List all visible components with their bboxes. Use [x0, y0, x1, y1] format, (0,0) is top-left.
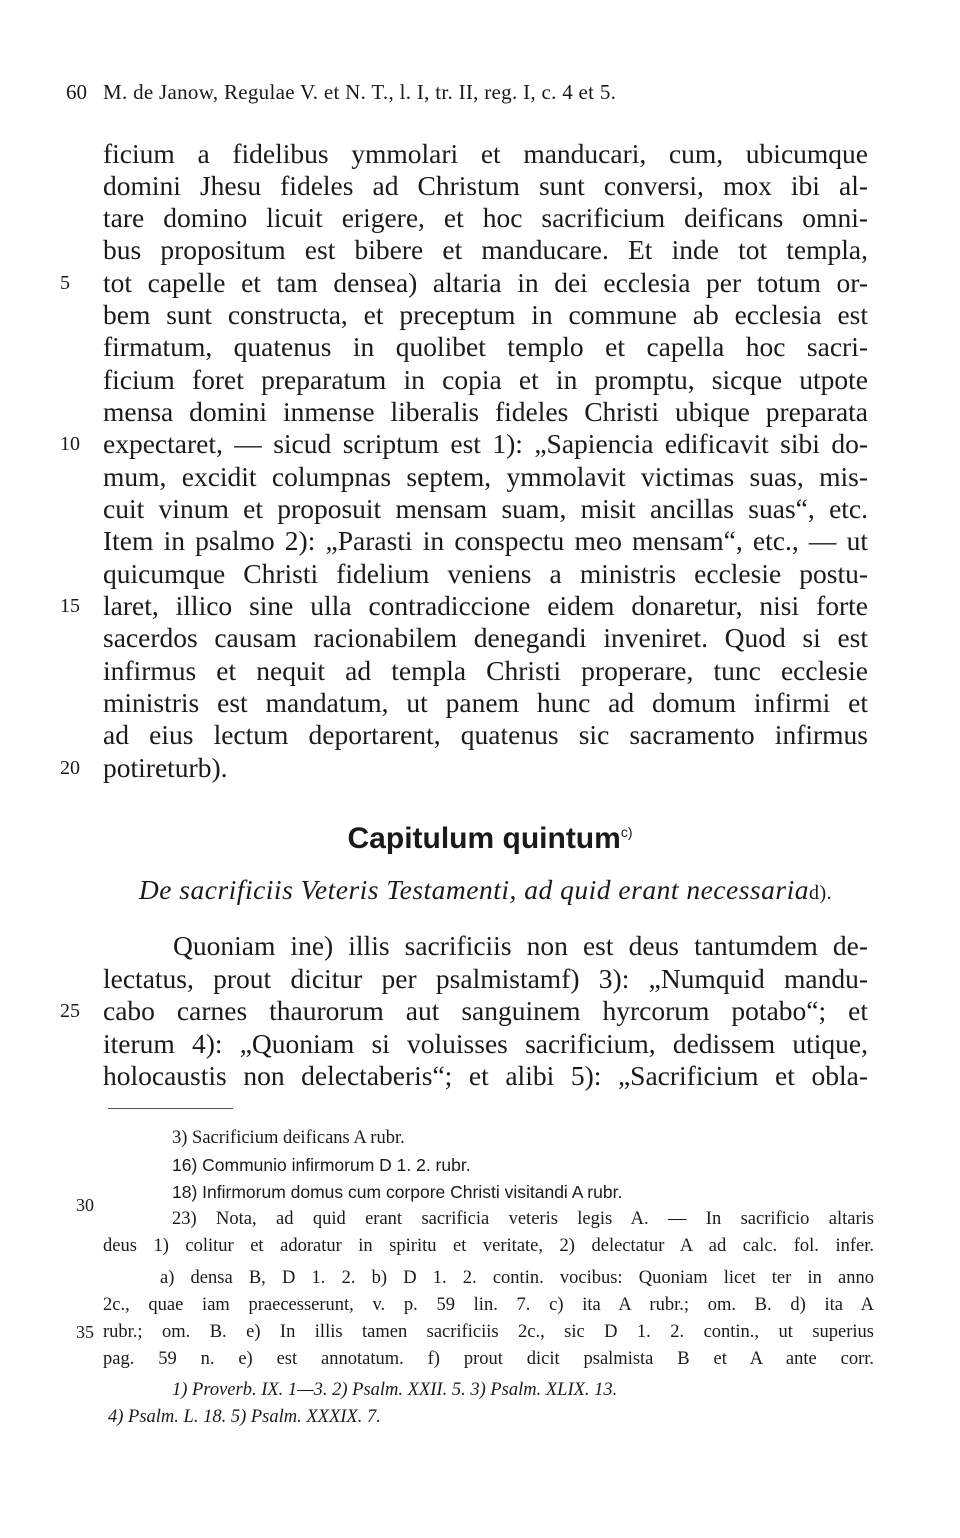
body-line: ficium foret preparatum in copia et in promptu, sicque utpote: [103, 364, 868, 395]
chapter-title-mark: c): [620, 824, 633, 840]
body-line: firmatum, quatenus in quolibet templo et capella hoc sacri-: [103, 331, 868, 362]
body-line: potireturb).: [103, 752, 228, 783]
footnote-variant: a) densa B, D 1. 2. b) D 1. 2. contin. vocibus: Quoniam licet ter in anno: [160, 1268, 874, 1288]
chapter-title-text: Capitulum quintum: [347, 822, 621, 855]
footnote-source: 4) Psalm. L. 18. 5) Psalm. XXXIX. 7.: [108, 1407, 381, 1427]
body-line: expectaret, — sicud scriptum est 1): „Sapiencia edificavit sibi do-: [103, 428, 868, 459]
body-line: cuit vinum et proposuit mensam suam, misit ancillas suas“, etc.: [103, 493, 868, 524]
footnote-marginal: 16) Communio infirmorum D 1. 2. rubr.: [172, 1155, 471, 1175]
line-number: 20: [60, 757, 80, 779]
page-number: 60: [66, 80, 87, 104]
line-number: 35: [76, 1322, 94, 1342]
chapter-subtitle-mark: d).: [808, 882, 833, 904]
body-line: bus propositum est bibere et manducare. Et inde tot templa,: [103, 234, 868, 265]
body-line: domini Jhesu fideles ad Christum sunt conversi, mox ibi al-: [103, 170, 868, 201]
running-title: M. de Janow, Regulae V. et N. T., l. I, tr. II, reg. I, c. 4 et 5.: [103, 80, 617, 104]
footnote-separator: [108, 1108, 233, 1109]
footnote-marginal: deus 1) colitur et adoratur in spiritu et veritate, 2) delectatur A ad calc. fol. infer.: [103, 1236, 874, 1256]
body-line: laret, illico sine ulla contradiccione eidem donaretur, nisi forte: [103, 590, 868, 621]
line-number: 25: [60, 1000, 80, 1022]
body-line: ministris est mandatum, ut panem hunc ad domum infirmi et: [103, 687, 868, 718]
line-number: 5: [60, 272, 70, 294]
body-line: mum, excidit columpnas septem, ymmolavit victimas suas, mis-: [103, 461, 868, 492]
footnote-marginal: 23) Nota, ad quid erant sacrificia veteris legis A. — In sacrificio altaris: [172, 1209, 874, 1229]
body-line: ficium a fidelibus ymmolari et manducari, cum, ubicumque: [103, 138, 868, 169]
chapter-line: cabo carnes thaurorum aut sanguinem hyrcorum potabo“; et: [103, 995, 868, 1026]
body-line: ad eius lectum deportarent, quatenus sic sacramento infirmus: [103, 719, 868, 750]
chapter-line: lectatus, prout dicitur per psalmistamf) 3): „Numquid mandu-: [103, 963, 868, 994]
body-line: quicumque Christi fidelium veniens a ministris ecclesie postu-: [103, 558, 868, 589]
body-line: tot capelle et tam densea) altaria in dei ecclesia per totum or-: [103, 267, 868, 298]
body-line: infirmus et nequit ad templa Christi properare, tunc ecclesie: [103, 655, 868, 686]
chapter-line: iterum 4): „Quoniam si voluisses sacrificium, dedissem utique,: [103, 1028, 868, 1059]
line-number: 30: [76, 1195, 94, 1215]
chapter-line: Quoniam ine) illis sacrificiis non est deus tantumdem de-: [173, 930, 868, 961]
body-line: sacerdos causam racionabilem denegandi inveniret. Quod si est: [103, 622, 868, 653]
body-line: mensa domini inmense liberalis fideles Christi ubique preparata: [103, 396, 868, 427]
chapter-title: [0, 822, 960, 856]
line-number: 10: [60, 433, 80, 455]
footnote-source: 1) Proverb. IX. 1—3. 2) Psalm. XXII. 5. 3) Psalm. XLIX. 13.: [172, 1380, 618, 1400]
chapter-line: holocaustis non delectaberis“; et alibi 5): „Sacrificium et obla-: [103, 1060, 868, 1091]
chapter-subtitle: [103, 874, 868, 906]
body-line: tare domino licuit erigere, et hoc sacrificium deificans omni-: [103, 202, 868, 233]
chapter-subtitle-text: De sacrificiis Veteris Testamenti, ad quid erant necessaria: [138, 874, 809, 905]
footnote-variant: rubr.; om. B. e) In illis tamen sacrificiis 2c., sic D 1. 2. contin., ut superius: [103, 1322, 874, 1342]
footnote-variant: pag. 59 n. e) est annotatum. f) prout dicit psalmista B et A ante corr.: [103, 1349, 874, 1369]
line-number: 15: [60, 595, 80, 617]
footnote-variant: 2c., quae iam praecesserunt, v. p. 59 lin. 7. c) ita A rubr.; om. B. d) ita A: [103, 1295, 874, 1315]
footnote-marginal: 3) Sacrificium deificans A rubr.: [172, 1128, 405, 1148]
body-line: bem sunt constructa, et preceptum in commune ab ecclesia est: [103, 299, 868, 330]
body-line: Item in psalmo 2): „Parasti in conspectu meo mensam“, etc., — ut: [103, 525, 868, 556]
footnote-marginal: 18) Infirmorum domus cum corpore Christi visitandi A rubr.: [172, 1182, 623, 1202]
